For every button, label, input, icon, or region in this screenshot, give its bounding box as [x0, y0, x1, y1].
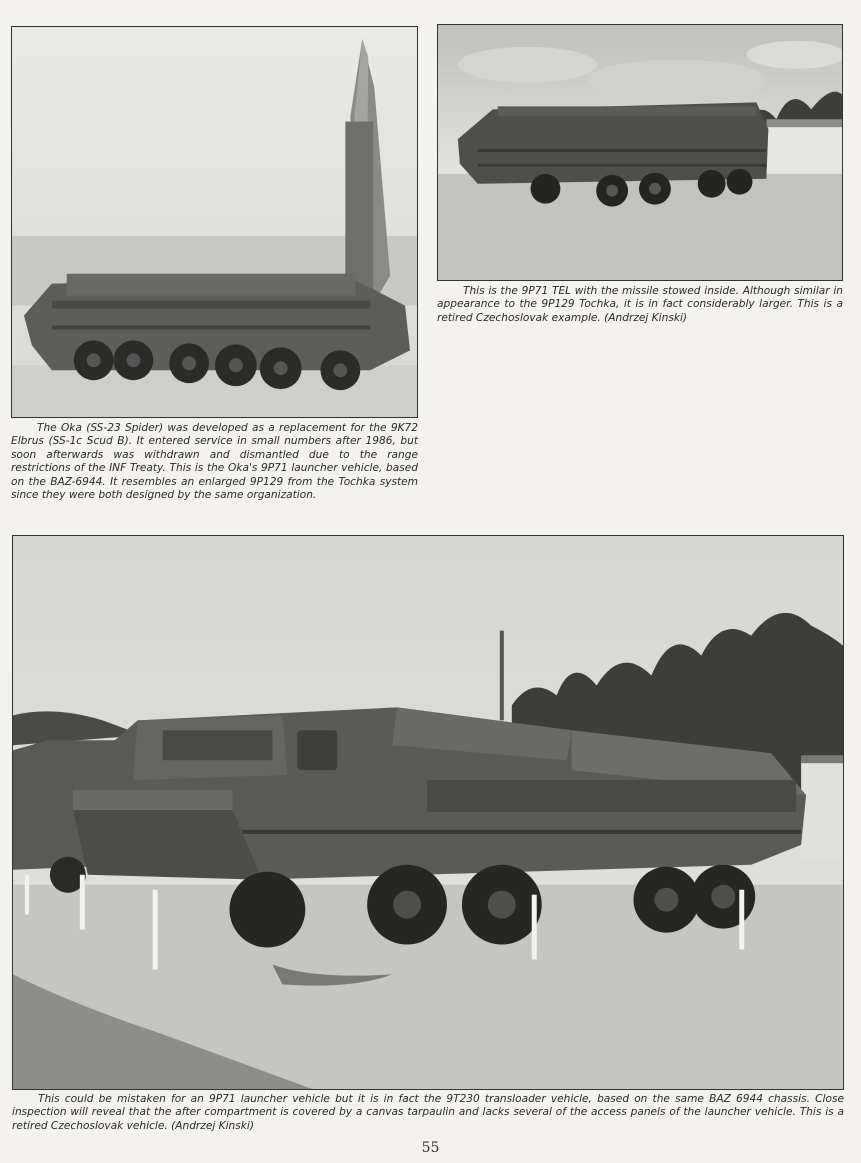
page-number: 55 — [421, 1140, 440, 1156]
caption-9t230-transloader: This could be mistaken for an 9P71 launcher vehicle but it is in fact the 9T230 transloader vehicle, based on the same BAZ 6944 chassis. Close inspection will reveal that the after compartment is covered by a canvas tarpaulin and lacks several of the access panels of the launcher vehicle. This is a retired Czechoslovak vehicle. (Andrzej Kinski) — [12, 1093, 844, 1132]
photo-oka-launcher-raised-missile — [11, 26, 418, 418]
caption-9p71-tel: This is the 9P71 TEL with the missile stowed inside. Although similar in appearance to the 9P129 Tochka, it is in fact considerably larger. This is a retired Czechoslovak example. (Andrzej Kinski) — [437, 285, 843, 324]
photo-9t230-transloader — [12, 535, 844, 1090]
tel-stowed-image — [438, 25, 842, 280]
transloader-image — [13, 536, 843, 1089]
caption-oka-launcher: The Oka (SS-23 Spider) was developed as a replacement for the 9K72 Elbrus (SS-1c Scud B). It entered service in small numbers after 1986, but soon afterwards was withdrawn and dismantled due to the range restrictions of the INF Treaty. This is the Oka's 9P71 launcher vehicle, based on the BAZ-6944. It resembles an enlarged 9P129 from the Tochka system since they were both designed by the same organization. — [11, 422, 418, 502]
photo-9p71-tel-stowed — [437, 24, 843, 281]
launcher-raised-missile-image — [12, 27, 417, 417]
